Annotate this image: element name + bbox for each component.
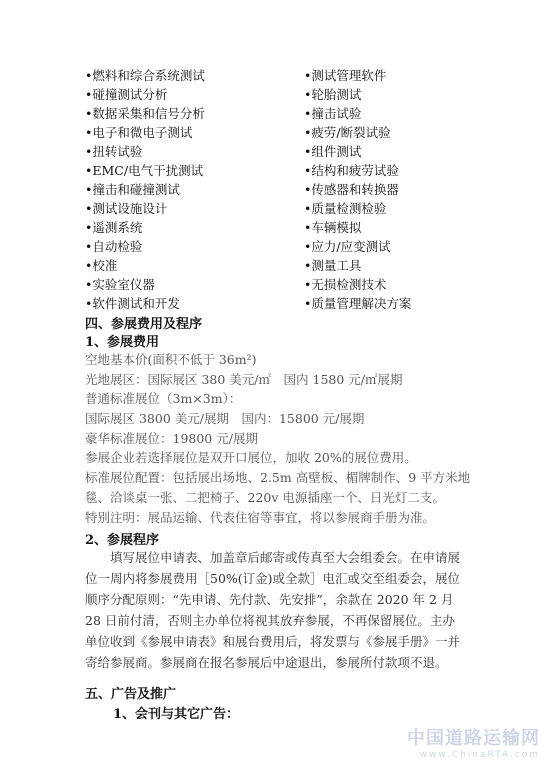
fee-line-bare-space: 空地基本价(面积不低于 36m²) xyxy=(85,352,257,367)
list-item: •实验室仪器 xyxy=(85,277,155,292)
list-item: •车辆模拟 xyxy=(304,220,362,235)
list-item: •撞击和碰撞测试 xyxy=(85,182,180,197)
paragraph-line: 28 日前付清，否则主办单位将视其放弃参展，不再保留展位。主办 xyxy=(85,613,455,628)
list-item: •软件测试和开发 xyxy=(85,296,180,311)
watermark-text: 中国道路运输网 xyxy=(407,728,540,749)
fee-line-double-open: 参展企业若选择展位是双开口展位，加收 20%的展位费用。 xyxy=(85,450,417,465)
fee-line-deluxe-booth: 豪华标准展位：19800 元/展期 xyxy=(85,431,258,446)
list-item: •疲劳/断裂试验 xyxy=(304,125,391,140)
paragraph-line: 顺序分配原则：“先申请、先付款、先安排”，余款在 2020 年 2 月 xyxy=(85,592,454,607)
list-item: •扭转试验 xyxy=(85,144,143,159)
list-item: •碰撞测试分析 xyxy=(85,87,168,102)
procedure-paragraph xyxy=(85,547,473,673)
list-item: •无损检测技术 xyxy=(304,277,387,292)
list-item: •测试设施设计 xyxy=(85,201,168,216)
list-item: •组件测试 xyxy=(304,144,362,159)
paragraph-line: 位一周内将参展费用［50%(订金)或全款］电汇或交至组委会，展位 xyxy=(85,571,461,586)
subheading-fees: 1、参展费用 xyxy=(85,335,160,350)
watermark-url: www.ChinaRTA.com xyxy=(419,750,540,760)
paragraph-line: 单位收到《参展申请表》和展台费用后，将发票与《参展手册》一并 xyxy=(85,634,461,649)
list-item: •质量检测检验 xyxy=(304,201,387,216)
list-item: •测试管理软件 xyxy=(304,68,387,83)
list-item: •EMC/电气干扰测试 xyxy=(85,163,204,178)
list-item: •数据采集和信号分析 xyxy=(85,106,205,121)
list-item: •遥测系统 xyxy=(85,220,143,235)
list-item: •测量工具 xyxy=(304,258,362,273)
list-item: •轮胎测试 xyxy=(304,87,362,102)
list-item: •传感器和转换器 xyxy=(304,182,399,197)
list-item: •质量管理解决方案 xyxy=(304,296,412,311)
list-item: •自动检验 xyxy=(85,239,143,254)
fee-line-config: 标准展位配置：包括展出场地、2.5m 高壁板、楣牌制作、9 平方米地 xyxy=(85,470,471,485)
fee-line-config-cont: 毯、洽谈桌一张、二把椅子、220v 电源插座一个、日光灯二支。 xyxy=(85,490,445,505)
fee-line-raw-space: 光地展区：国际展区 380 美元/㎡ 国内 1580 元/㎡展期 xyxy=(85,372,403,387)
list-item: •燃料和综合系统测试 xyxy=(85,68,205,83)
fee-line-standard-price: 国际展区 3800 美元/展期 国内：15800 元/展期 xyxy=(85,411,365,426)
paragraph-line: 填写展位申请表、加盖章后邮寄或传真至大会组委会。在申请展 xyxy=(85,550,461,565)
section-heading-advertising: 五、广告及推广 xyxy=(85,687,177,702)
list-item: •撞击试验 xyxy=(304,106,362,121)
paragraph-line: 寄给参展商。参展商在报名参展后中途退出，参展所付款项不退。 xyxy=(85,655,448,670)
subheading-procedure: 2、参展程序 xyxy=(85,533,160,548)
list-item: •校准 xyxy=(85,258,118,273)
site-watermark xyxy=(407,724,540,760)
list-item: •电子和微电子测试 xyxy=(85,125,193,140)
section-heading-fees-procedure: 四、参展费用及程序 xyxy=(85,317,203,332)
fee-line-special-note: 特别注明：展品运输、代表住宿等事宜，将以参展商手册为准。 xyxy=(85,510,436,525)
subheading-journal-ads: 1、会刊与其它广告： xyxy=(113,707,240,722)
fee-line-standard-booth: 普通标准展位（3m×3m）： xyxy=(85,391,242,406)
list-item: •结构和疲劳试验 xyxy=(304,163,399,178)
list-item: •应力/应变测试 xyxy=(304,239,391,254)
